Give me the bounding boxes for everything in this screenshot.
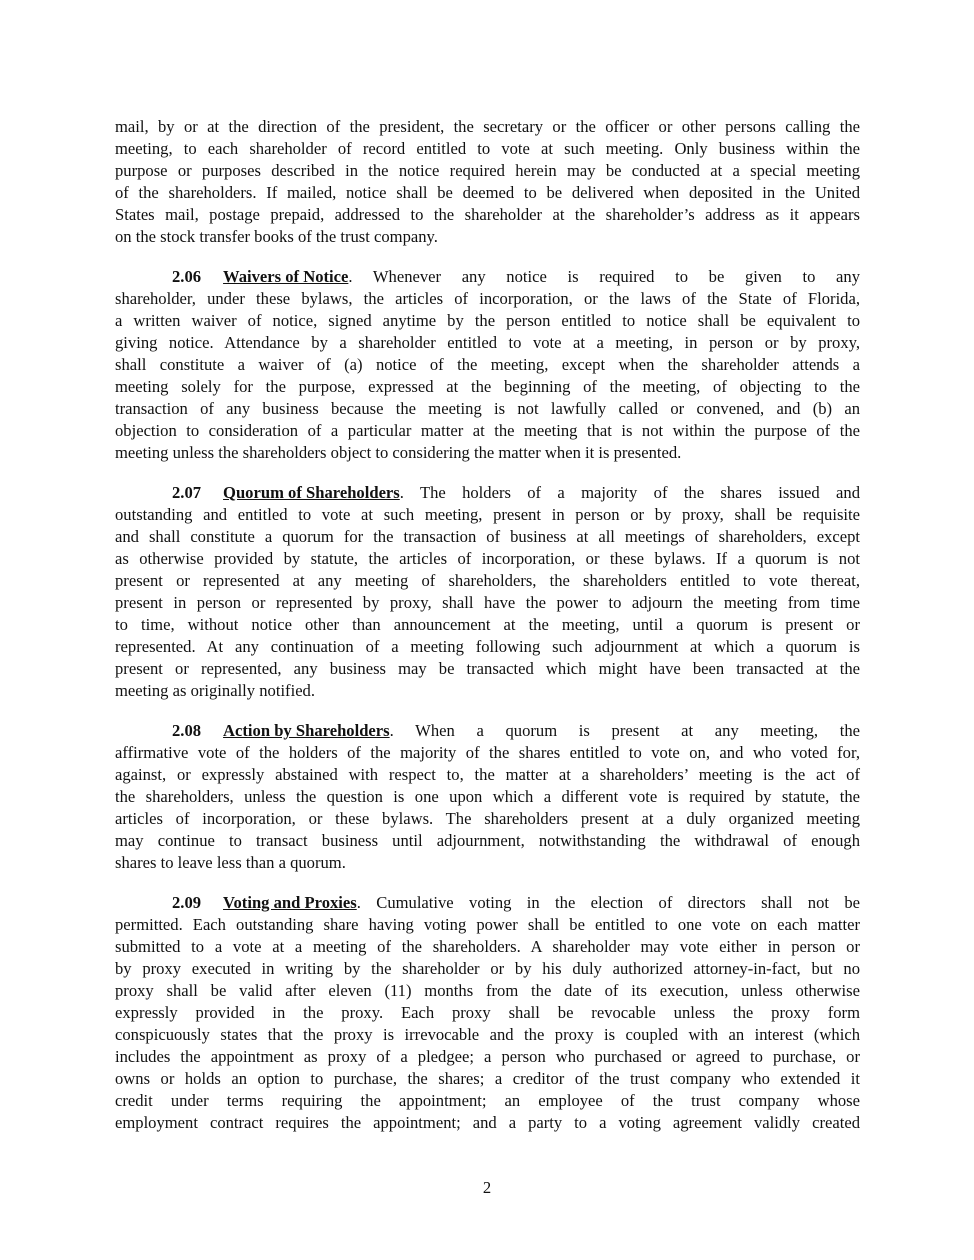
text-line: employment contract requires the appointment; and a party to a voting agreement validly created <box>115 1113 860 1132</box>
text-line: includes the appointment as proxy of a pledgee; a person who purchased or agreed to purchase, or <box>115 1047 860 1066</box>
section-title: Action by Shareholders <box>223 721 390 740</box>
section-title: Voting and Proxies <box>223 893 357 912</box>
text-line: affirmative vote of the holders of the majority of the shares entitled to vote on, and who voted for, <box>115 743 860 762</box>
section-first-line <box>115 482 860 504</box>
section-2-06 <box>115 266 860 464</box>
section-2-08 <box>115 720 860 874</box>
text-line: a written waiver of notice, signed anytime by the person entitled to notice shall be equivalent to <box>115 311 860 330</box>
section-number: 2.06 <box>172 267 202 286</box>
text-line: to time, without notice other than announcement at the meeting, until a quorum is present or <box>115 615 860 634</box>
section-first-line <box>115 266 860 288</box>
page-number: 2 <box>482 1178 492 1197</box>
section-number: 2.07 <box>172 483 202 502</box>
text-line: mail, by or at the direction of the president, the secretary or the officer or other persons calling the <box>115 117 860 136</box>
text-line: present or represented, any business may be transacted which might have been transacted at the <box>115 659 860 678</box>
text-line: credit under terms requiring the appointment; an employee of the trust company whose <box>115 1091 860 1110</box>
section-text: . When a quorum is present at any meeting, the <box>389 721 860 740</box>
text-line: submitted to a vote at a meeting of the shareholders. A shareholder may vote either in person or <box>115 937 860 956</box>
text-line: represented. At any continuation of a meeting following such adjournment at which a quorum is <box>115 637 860 656</box>
section-title: Waivers of Notice <box>223 267 349 286</box>
text-line: owns or holds an option to purchase, the shares; a creditor of the trust company who extended it <box>115 1069 860 1088</box>
text-line: shall constitute a waiver of (a) notice of the meeting, except when the shareholder attends a <box>115 355 860 374</box>
text-line: present in person or represented by proxy, shall have the power to adjourn the meeting from time <box>115 593 860 612</box>
text-line: articles of incorporation, or these bylaws. The shareholders present at a duly organized meeting <box>115 809 860 828</box>
text-line: meeting, to each shareholder of record entitled to vote at such meeting. Only business within the <box>115 139 860 158</box>
section-number: 2.09 <box>172 893 202 912</box>
text-line: expressly provided in the proxy. Each proxy shall be revocable unless the proxy form <box>115 1003 860 1022</box>
paragraph-intro <box>115 116 860 248</box>
section-text: . Cumulative voting in the election of directors shall not be <box>356 893 860 912</box>
text-line: States mail, postage prepaid, addressed to the shareholder at the shareholder’s address as it appears <box>115 205 860 224</box>
text-line: purpose or purposes described in the notice required herein may be conducted at a special meeting <box>115 161 860 180</box>
text-line: the shareholders, unless the question is one upon which a different vote is required by statute, the <box>115 787 860 806</box>
text-line: objection to consideration of a particular matter at the meeting that is not within the purpose of the <box>115 421 860 440</box>
document-page <box>115 116 860 1152</box>
section-text: . The holders of a majority of the shares issued and <box>399 483 860 502</box>
text-line: against, or expressly abstained with respect to, the matter at a shareholders’ meeting is the act of <box>115 765 860 784</box>
text-line: proxy shall be valid after eleven (11) months from the date of its execution, unless otherwise <box>115 981 860 1000</box>
text-line: outstanding and entitled to vote at such meeting, present in person or by proxy, shall be requisite <box>115 505 860 524</box>
text-line: of the shareholders. If mailed, notice shall be deemed to be delivered when deposited in the United <box>115 183 860 202</box>
text-line: meeting solely for the purpose, expressed at the beginning of the meeting, of objecting to the <box>115 377 860 396</box>
section-title: Quorum of Shareholders <box>223 483 400 502</box>
section-first-line <box>115 892 860 914</box>
text-line: giving notice. Attendance by a shareholder entitled to vote at a meeting, in person or by proxy, <box>115 333 860 352</box>
text-line: meeting unless the shareholders object to considering the matter when it is presented. <box>115 443 682 462</box>
section-2-07 <box>115 482 860 702</box>
text-line: present or represented at any meeting of shareholders, the shareholders entitled to vote thereat, <box>115 571 860 590</box>
text-line: shares to leave less than a quorum. <box>115 853 346 872</box>
text-line: shareholder, under these bylaws, the articles of incorporation, or the laws of the State of Florida, <box>115 289 860 308</box>
text-line: by proxy executed in writing by the shareholder or by his duly authorized attorney-in-fact, but no <box>115 959 860 978</box>
text-line: as otherwise provided by statute, the articles of incorporation, or these bylaws. If a quorum is not <box>115 549 860 568</box>
text-line: may continue to transact business until adjournment, notwithstanding the withdrawal of enough <box>115 831 860 850</box>
text-line: on the stock transfer books of the trust company. <box>115 227 438 246</box>
text-line: permitted. Each outstanding share having voting power shall be entitled to one vote on each matter <box>115 915 860 934</box>
section-number: 2.08 <box>172 721 202 740</box>
section-text: . Whenever any notice is required to be given to any <box>348 267 860 286</box>
text-line: meeting as originally notified. <box>115 681 316 700</box>
section-2-09 <box>115 892 860 1134</box>
text-line: transaction of any business because the meeting is not lawfully called or convened, and (b) an <box>115 399 860 418</box>
text-line: conspicuously states that the proxy is irrevocable and the proxy is coupled with an interest (which <box>115 1025 860 1044</box>
text-line: and shall constitute a quorum for the transaction of business at all meetings of shareholders, except <box>115 527 860 546</box>
section-first-line <box>115 720 860 742</box>
